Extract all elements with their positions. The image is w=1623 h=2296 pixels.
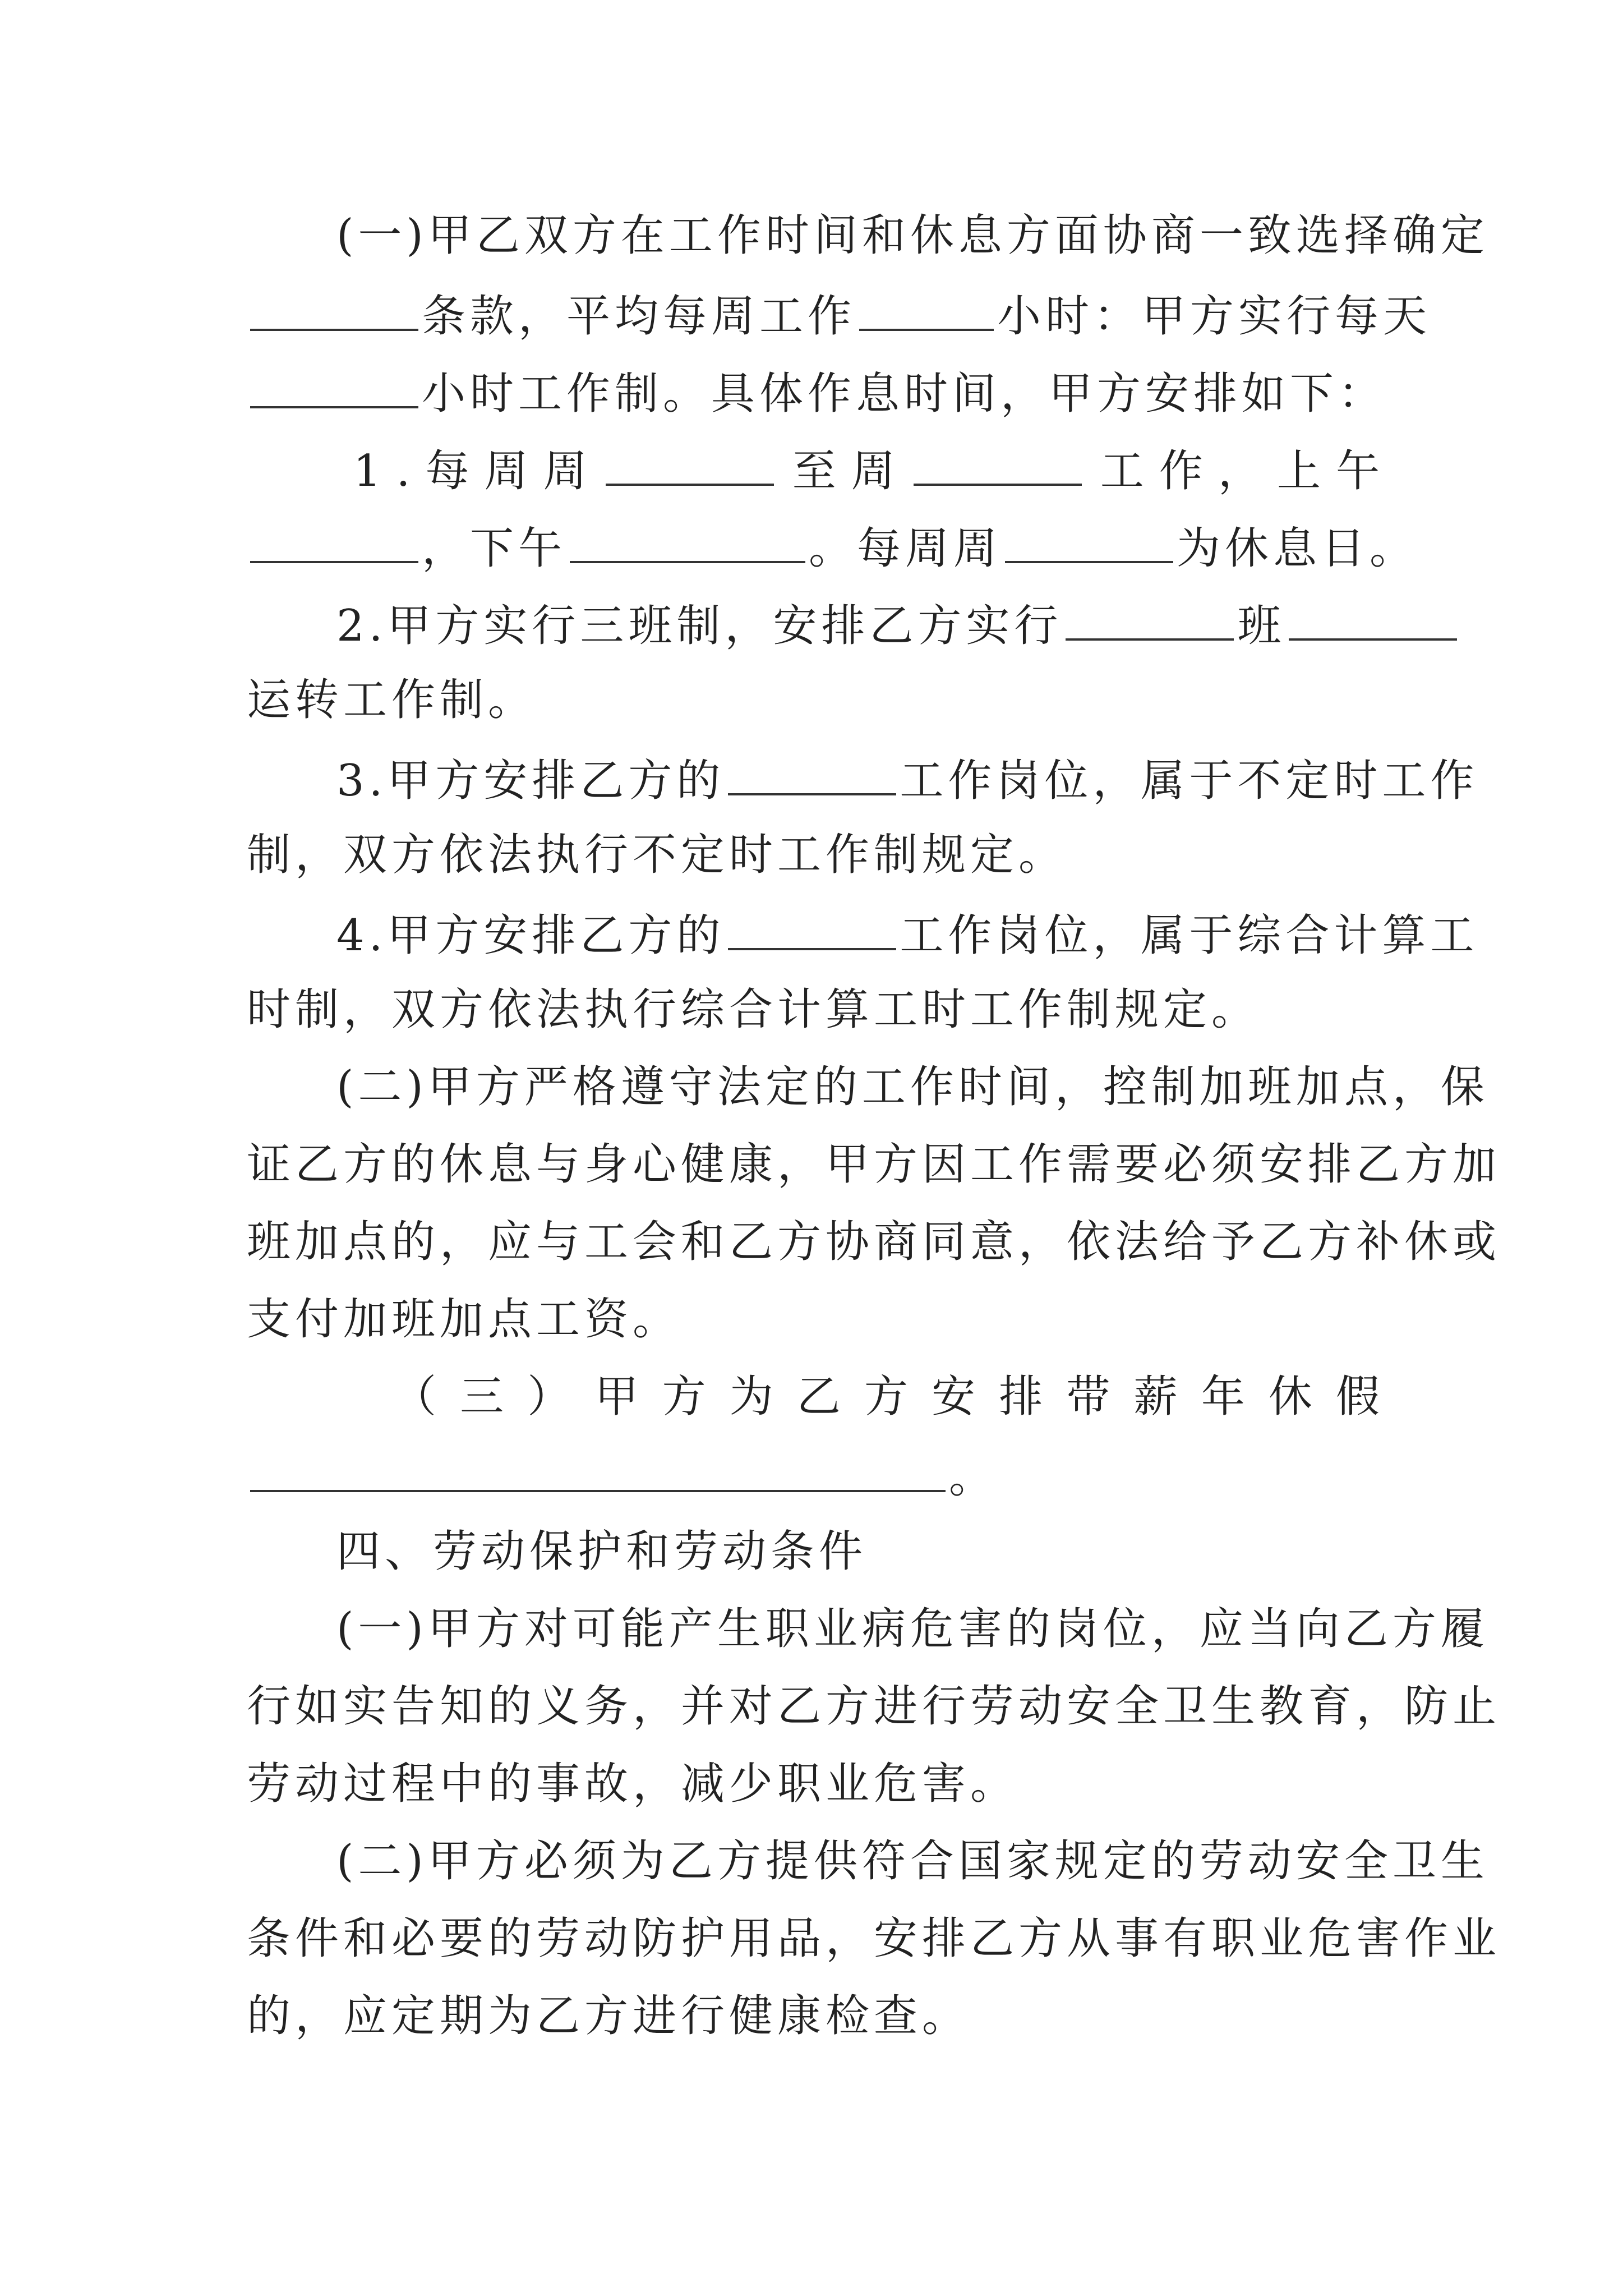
text: 作 <box>1159 446 1203 496</box>
item-2-line-2 <box>247 672 1380 728</box>
text: 三 <box>460 1372 504 1422</box>
text: 周 <box>851 446 895 496</box>
para-4-line-1 <box>336 1601 1489 1657</box>
text: (一)甲方对可能产生职业病危害的岗位，应当向乙方履 <box>336 1604 1489 1654</box>
text: 证乙方的休息与身心健康，甲方因工作需要必须安排乙方加 <box>247 1139 1501 1190</box>
text: 方 <box>864 1372 908 1422</box>
text: 3.甲方安排乙方的 <box>336 756 725 806</box>
text: 的，应定期为乙方进行健康检查。 <box>247 1991 971 2041</box>
blank-field[interactable] <box>914 440 1082 486</box>
text: 甲 <box>594 1372 639 1422</box>
text: 班 <box>1237 601 1286 651</box>
text: 1 <box>353 446 381 496</box>
text: 周 <box>484 446 528 496</box>
para-2-line-2 <box>247 1137 1501 1193</box>
blank-field[interactable] <box>859 285 994 331</box>
para-1-line-1 <box>336 208 1489 264</box>
text: 工作岗位，属于不定时工作 <box>900 756 1479 806</box>
blank-field[interactable] <box>1005 517 1173 563</box>
blank-field[interactable] <box>250 517 418 563</box>
para-5-line-3 <box>247 1988 1380 2044</box>
text: 制，双方依法执行不定时工作制规定。 <box>247 830 1067 880</box>
text: . <box>396 446 411 496</box>
item-1-line-1 <box>353 440 1380 496</box>
para-2-line-3 <box>247 1214 1501 1270</box>
blank-field[interactable] <box>250 362 418 408</box>
item-4-line-2 <box>247 982 1380 1038</box>
text: 乙 <box>796 1372 841 1422</box>
text: 工 <box>1100 446 1144 496</box>
blank-field[interactable] <box>250 285 418 331</box>
text: 。每周周 <box>809 523 1002 574</box>
para-5-line-2 <box>247 1911 1501 1967</box>
blank-field[interactable] <box>250 1446 946 1492</box>
text: 2.甲方实行三班制，安排乙方实行 <box>336 601 1063 651</box>
blank-field[interactable] <box>728 749 896 795</box>
blank-field[interactable] <box>1289 595 1457 641</box>
item-2-line-1 <box>336 595 1380 651</box>
text: 安 <box>932 1372 976 1422</box>
text: ，下午 <box>422 523 567 574</box>
text: 休 <box>1268 1372 1312 1422</box>
text: 带 <box>1066 1372 1110 1422</box>
text: 至 <box>792 446 836 496</box>
section-heading <box>336 1524 1380 1580</box>
text: (一)甲乙双方在工作时间和休息方面协商一致选择确定 <box>336 210 1489 261</box>
text: (二)甲方严格遵守法定的工作时间，控制加班加点，保 <box>336 1062 1489 1112</box>
blank-field[interactable] <box>570 517 805 563</box>
text: 周 <box>543 446 587 496</box>
blank-field[interactable] <box>728 904 896 950</box>
text: ） <box>527 1372 571 1422</box>
text: 4.甲方安排乙方的 <box>336 910 725 961</box>
text: 方 <box>662 1372 706 1422</box>
para-5-line-1 <box>336 1833 1489 1889</box>
para-3-line-2 <box>247 1446 1380 1502</box>
text: 薪 <box>1133 1372 1178 1422</box>
text: 时制，双方依法执行综合计算工时工作制规定。 <box>247 984 1260 1035</box>
text: 小时工作制。具体作息时间，甲方安排如下： <box>422 369 1387 419</box>
text: 假 <box>1335 1372 1380 1422</box>
text: 年 <box>1201 1372 1245 1422</box>
text: 运转工作制。 <box>247 675 537 725</box>
text: 支付加班加点工资。 <box>247 1294 681 1345</box>
text: 为休息日。 <box>1177 523 1418 574</box>
para-3-line-1 <box>393 1369 1380 1425</box>
text: （ <box>393 1372 437 1422</box>
item-3-line-1 <box>336 749 1479 806</box>
para-1-line-2 <box>247 285 1432 342</box>
text: 工作岗位，属于综合计算工 <box>900 910 1479 961</box>
text: 每 <box>425 446 469 496</box>
text: ， <box>1218 446 1262 496</box>
blank-field[interactable] <box>1066 595 1234 641</box>
para-2-line-4 <box>247 1291 1380 1347</box>
text: 排 <box>999 1372 1043 1422</box>
para-1-line-3 <box>247 362 1387 419</box>
para-4-line-3 <box>247 1756 1380 1812</box>
item-1-line-2 <box>247 517 1418 574</box>
text: 小时：甲方实行每天 <box>997 291 1432 342</box>
text: 条件和必要的劳动防护用品，安排乙方从事有职业危害作业 <box>247 1913 1501 1964</box>
text: 为 <box>729 1372 773 1422</box>
para-2-line-1 <box>336 1059 1489 1115</box>
para-4-line-2 <box>247 1678 1501 1734</box>
text: (二)甲方必须为乙方提供符合国家规定的劳动安全卫生 <box>336 1836 1489 1887</box>
section-title: 四、劳动保护和劳动条件 <box>336 1526 868 1577</box>
text: 条款，平均每周工作 <box>422 291 856 342</box>
text: 。 <box>949 1452 998 1503</box>
item-4-line-1 <box>336 904 1479 961</box>
text: 行如实告知的义务，并对乙方进行劳动安全卫生教育，防止 <box>247 1681 1501 1732</box>
text: 午 <box>1335 446 1380 496</box>
text: 劳动过程中的事故，减少职业危害。 <box>247 1759 1019 1809</box>
text: 班加点的，应与工会和乙方协商同意，依法给予乙方补休或 <box>247 1217 1501 1267</box>
text: 上 <box>1276 446 1321 496</box>
item-3-line-2 <box>247 827 1380 883</box>
blank-field[interactable] <box>606 440 774 486</box>
